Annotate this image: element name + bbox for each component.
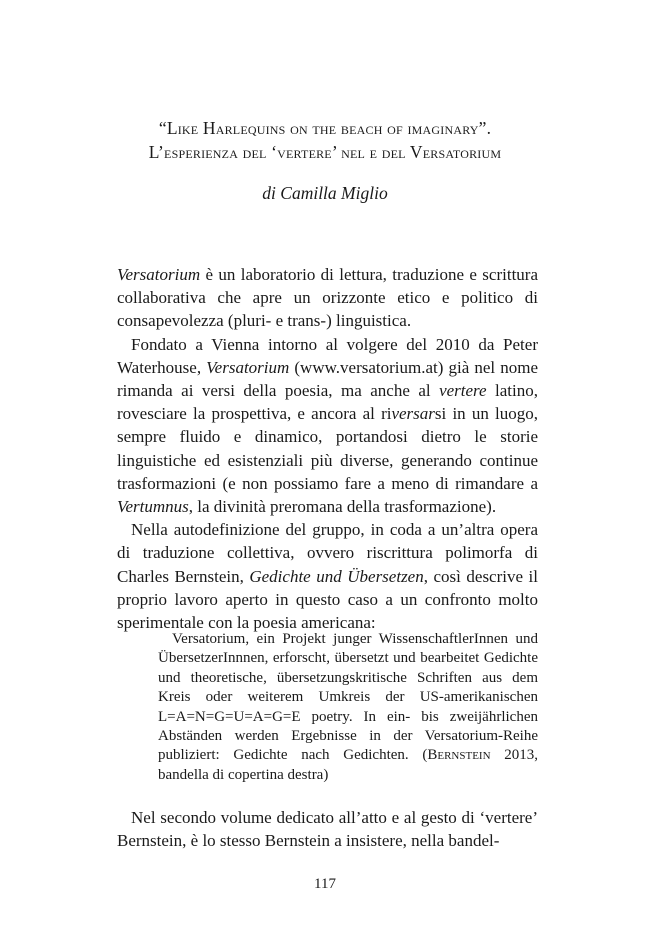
chapter-title-line-2: L’esperienza del ‘vertere’ nel e del Versatorium (148, 142, 502, 162)
text-run: , la divinità preromana della trasformazione). (188, 497, 497, 517)
paragraph-3 (117, 518, 538, 634)
text-run: è un laboratorio di lettura, traduzione e scrittura collaborativa che apre un orizzonte etico e politico di consapevolezza (pluri- e trans-) linguistica. (117, 265, 538, 331)
text-run: si in un luogo, sempre fluido e dinamico, portandosi dietro le storie linguistiche ed esistenziali più diverse, generando continue trasformazioni (e non possiamo fare a meno di rimandare a (117, 404, 538, 493)
chapter-title-line-1: “Like Harlequins on the beach of imaginary”. (158, 118, 492, 138)
text-run: Nella autodefinizione del gruppo, in coda a un’altra opera di traduzione collettiva, ovvero riscrittura polimorfa di Charles Bernstein, (117, 520, 538, 586)
italic-title: Gedichte und Übersetzen (249, 566, 424, 586)
citation-author: Bernstein (427, 747, 491, 764)
text-run: latino, rovesciare la prospettiva, e ancora al ri (117, 381, 538, 424)
paragraph-1 (117, 263, 538, 333)
page-number: 117 (314, 876, 336, 892)
block-quote (158, 630, 538, 785)
chapter-title (0, 116, 650, 164)
citation-rest: 2013, bandella di copertina destra) (158, 747, 538, 783)
italic-term: versar (391, 404, 435, 424)
paragraph-4: Nel secondo volume dedicato all’atto e al gesto di ‘vertere’ Bernstein, è lo stesso Bernstein a insistere, nella bandel- (117, 808, 538, 851)
text-run: , così descrive il proprio lavoro aperto in questo caso a un confronto molto sperimentale con la poesia americana: (117, 566, 538, 633)
text-run: (www.versatorium.at) già nel nome rimanda ai versi della poesia, ma anche al (117, 357, 538, 401)
italic-term: vertere (439, 381, 487, 401)
author-byline: di Camilla Miglio (262, 183, 388, 203)
italic-term: Versatorium (117, 265, 201, 284)
italic-term: Vertumnus (117, 497, 189, 517)
main-text (117, 263, 538, 634)
text-run: Fondato a Vienna intorno al volgere del 2010 da Peter Waterhouse, (117, 334, 538, 377)
italic-term: Versatorium (206, 357, 290, 377)
paragraph-2 (117, 333, 538, 519)
quote-text: Versatorium, ein Projekt junger WissenschaftlerInnen und ÜbersetzerInnnen, erforscht, übersetzt und bearbeitet Gedichte und theoretische, übersetzungskritische Schriften aus dem Kreis oder weiterem Umkreis der US-amerikanischen L=A=N=G=U=A=G=E poetry. In ein- bis zweijährlichen Abständen werden Ergebnisse in der Versatorium-Reihe publiziert: Gedichte nach Gedichten. ( (158, 631, 538, 764)
